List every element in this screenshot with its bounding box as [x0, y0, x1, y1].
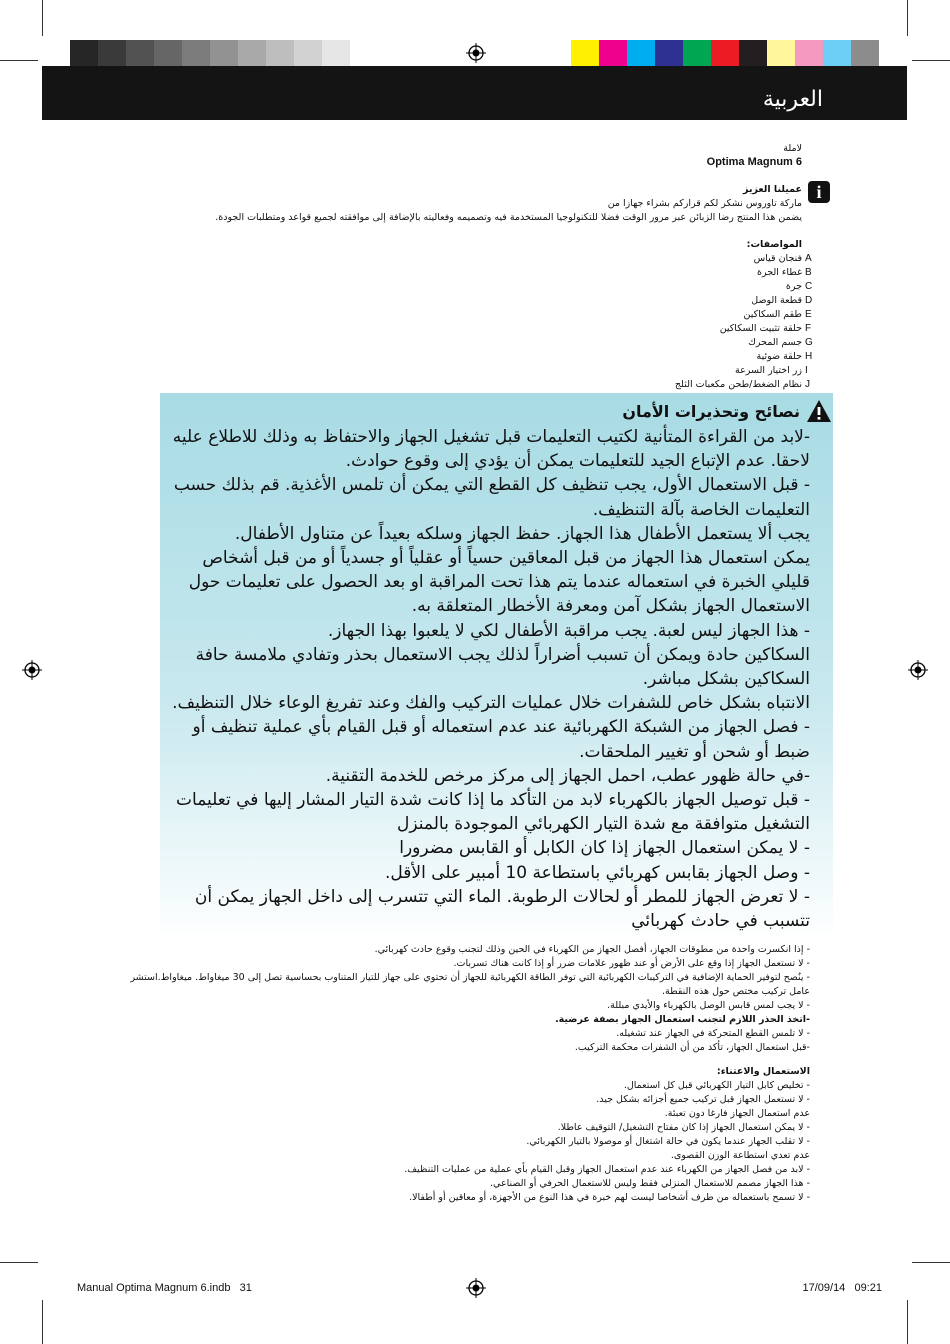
- safety-heading: [622, 399, 832, 423]
- color-swatch: [823, 40, 851, 66]
- product-name: Optima Magnum 6: [706, 156, 802, 168]
- crop-mark: [0, 60, 38, 61]
- crop-mark: [42, 1300, 43, 1344]
- registration-mark-icon: [22, 660, 42, 680]
- warning-item: -قبل استعمال الجهاز، تأكد من أن الشفرات محكمة التركيب.: [574, 1042, 810, 1053]
- spec-item: جسم المحرك G: [748, 336, 813, 348]
- warning-item: - إذا انكسرت واحدة من مطوقات الجهاز، أفصل الجهاز من الكهرباء في الحين وذلك لتجنب وقوع حادث كهربائي.: [374, 944, 810, 955]
- safety-paragraph: -لابد من القراءة المتأنية لكتيب التعليمات قبل تشغيل الجهاز والاحتفاظ به وذلك للاطلاع عليه لاحقا. عدم الإتباع الجيد للتعليمات يمكن أن يؤدي إلى وقوع حوادث.: [172, 427, 810, 472]
- safety-paragraph: يمكن استعمال هذا الجهاز من قبل المعاقين حسياً أو عقلياً أو جسدياً أو من قبل أشخاص قليلي الخبرة في استعماله عندما يتم هذا تحت المراقبة او بعد الحصول على تعليمات حول الاستعمال الجهاز بشكل آمن ومعرفة الأخطار المتعلقة به.: [188, 548, 810, 617]
- registration-mark-icon: [908, 660, 928, 680]
- spec-item: زر اختيار السرعة I: [735, 364, 808, 376]
- product-label: لاملة: [783, 143, 802, 154]
- crop-mark: [907, 1300, 908, 1344]
- color-swatch: [711, 40, 739, 66]
- registration-mark-icon: [466, 43, 486, 63]
- specs-title: المواصفات:: [746, 238, 802, 250]
- usage-item: - لا تسمح باستعماله من طرف أشخاصا ليست لهم خبرة في هذا النوع من الأجهزة، أو معاقين أو أطفالا.: [409, 1192, 810, 1203]
- crop-mark: [912, 60, 950, 61]
- safety-paragraph: -في حالة ظهور عطب، احمل الجهاز إلى مركز مرخص للخدمة التقنية.: [325, 765, 810, 786]
- language-title: العربية: [762, 87, 823, 112]
- color-swatch: [627, 40, 655, 66]
- product-header: [102, 142, 802, 168]
- warning-item: - ينُصح لتوفير الحماية الإضافية في التركيبات الكهربائية التي توفر الطاقة الكهربائية للجهاز أن تحتوي على جهاز للتيار المتناوب بحساسية تصل إلى 30 ميغاواط. ميغاواط.استشر عامل تركيب مختص حول هذه النقطة.: [130, 972, 810, 997]
- spec-item: غطاء الجرة B: [756, 266, 812, 278]
- warning-item: - لا تستعمل الجهاز إذا وقع على الأرض أو عند ظهور علامات ضرر أو إذا كانت هناك تسربات.: [453, 958, 810, 969]
- registration-mark-icon: [466, 1278, 486, 1298]
- specifications-list: [417, 237, 817, 391]
- color-swatch: [350, 40, 378, 66]
- spec-item: فنجان قياس A: [753, 252, 812, 264]
- color-swatch: [655, 40, 683, 66]
- safety-paragraph: السكاكين حادة ويمكن أن تسبب أضراراً لذلك يجب الاستعمال بحذر وتفادي ملامسة حافة السكاكين بشكل مباشر.: [195, 644, 810, 690]
- safety-paragraph: - وصل الجهاز بقابس كهربائي باستطاعة 10 أمبير على الأقل.: [385, 862, 810, 883]
- safety-paragraph: الانتباه بشكل خاص للشفرات خلال عمليات التركيب والفك وعند تفريغ الوعاء خلال التنظيف.: [172, 693, 810, 714]
- usage-item: - لا تقلب الجهاز عندما يكون في حالة اشتغال أو موصولا بالتيار الكهربائي.: [526, 1136, 810, 1147]
- color-swatch: [70, 40, 98, 66]
- safety-paragraph: - لا تعرض الجهاز للمطر أو لحالات الرطوبة. الماء التي تتسرب إلى داخل الجهاز يمكن أن تتسبب في حادث كهربائي: [194, 886, 810, 932]
- safety-paragraph: - قبل توصيل الجهاز بالكهرباء لابد من التأكد ما إذا كانت شدة التيار المشار إليها في تعليمات التشغيل متوافقة مع شدة التيار الكهربائي الموجودة بالمنزل: [176, 790, 810, 835]
- color-swatch: [322, 40, 350, 66]
- crop-mark: [42, 0, 43, 36]
- color-swatch: [599, 40, 627, 66]
- color-swatch: [238, 40, 266, 66]
- usage-item: - هذا الجهاز مصمم للاستعمال المنزلي فقط وليس للاستعمال الحرفي أو الصناعي.: [490, 1178, 810, 1189]
- crop-mark: [907, 0, 908, 36]
- warning-triangle-icon: [806, 399, 832, 423]
- intro-line: ماركة تاوروس نشكر لكم قراركم بشراء جهازا من: [607, 198, 802, 209]
- usage-item: - تخليص كابل التيار الكهربائي قبل كل استعمال.: [623, 1080, 810, 1091]
- crop-mark: [0, 1262, 38, 1263]
- intro-line: يضمن هذا المنتج رضا الزبائن عبر مرور الوقت فضلا للتكنولوجيا المستخدمة فيه وتصميمه وفعاليته بالإضافة إلى موافقته لجميع قواعد ومتطلبات الجودة.: [215, 212, 802, 223]
- color-swatch: [795, 40, 823, 66]
- usage-item: - لا يمكن استعمال الجهاز إذا كان مفتاح التشغيل/ التوقيف عاطلا.: [557, 1122, 810, 1133]
- usage-item: - لابد من فصل الجهاز من الكهرباء عند عدم استعمال الجهاز وقبل القيام بأي عملية من عمليات التنظيف.: [404, 1164, 810, 1175]
- color-swatch: [182, 40, 210, 66]
- color-swatch: [98, 40, 126, 66]
- warning-item: -اتخذ الحذر اللازم لتجنب استعمال الجهاز بصفة عرضية.: [555, 1014, 810, 1025]
- safety-paragraph: يجب ألا يستعمل الأطفال هذا الجهاز. حفظ الجهاز وسلكه بعيداً عن متناول الأطفال.: [234, 523, 810, 544]
- safety-title: نصائح وتحذيرات الأمان: [622, 401, 800, 421]
- color-swatch: [126, 40, 154, 66]
- usage-item: عدم تعدي استطاعة الوزن القصوى.: [670, 1150, 810, 1161]
- warning-item: - لا تلمس القطع المتحركة في الجهاز عند تشغيله.: [616, 1028, 810, 1039]
- spec-item: حلقة تثبيت السكاكين F: [719, 322, 812, 334]
- safety-paragraph: - لا يمكن استعمال الجهاز إذا كان الكابل أو القابس مضرورا: [399, 838, 810, 859]
- safety-paragraph: - هذا الجهاز ليس لعبة. يجب مراقبة الأطفال لكي لا يلعبوا بهذا الجهاز.: [327, 620, 810, 641]
- safety-paragraph: - فصل الجهاز من الشبكة الكهربائية عند عدم استعماله أو قبل القيام بأي عملية تنظيف أو ضبط أو شحن أو تغيير الملحقات.: [192, 717, 810, 762]
- usage-item: عدم استعمال الجهاز فارغا دون تعبئة.: [664, 1108, 810, 1119]
- color-swatch: [739, 40, 767, 66]
- spec-item: طقم السكاكين E: [743, 308, 812, 320]
- color-swatch: [210, 40, 238, 66]
- safety-paragraph: - قبل الاستعمال الأول، يجب تنظيف كل القطع التي يمكن أن تلمس الأغذية. قم بذلك حسب التعليمات الخاصة بآلة التنظيف.: [173, 475, 810, 520]
- warning-item: - لا يجب لمس قابس الوصل بالكهرباء والأيدي مبللة.: [607, 1000, 810, 1011]
- intro-section: [182, 183, 802, 225]
- safety-instructions: [170, 425, 810, 933]
- spec-item: حلقة ضوئية H: [756, 350, 813, 362]
- color-swatch: [294, 40, 322, 66]
- color-swatch: [571, 40, 599, 66]
- spec-item: جرة C: [785, 280, 813, 292]
- crop-mark: [912, 1262, 950, 1263]
- footer-file-name: Manual Optima Magnum 6.indb 31: [77, 1282, 252, 1294]
- color-swatch: [266, 40, 294, 66]
- color-swatch: [154, 40, 182, 66]
- intro-title: عميلنا العزيز: [743, 184, 802, 195]
- footer-timestamp: 17/09/14 09:21: [802, 1282, 882, 1294]
- info-icon: i: [808, 181, 830, 203]
- spec-item: نظام الضغط/طحن مكعبات الثلج J: [674, 378, 810, 390]
- additional-warnings: [110, 943, 810, 1055]
- color-swatch: [767, 40, 795, 66]
- usage-item: - لا تستعمل الجهاز قبل تركيب جميع أجزائه بشكل جيد.: [596, 1094, 810, 1105]
- usage-title: الاستعمال والاعتناء:: [716, 1066, 810, 1077]
- usage-care-section: [110, 1065, 810, 1205]
- color-swatch: [683, 40, 711, 66]
- spec-item: قطعة الوصل D: [751, 294, 813, 306]
- color-swatch: [851, 40, 879, 66]
